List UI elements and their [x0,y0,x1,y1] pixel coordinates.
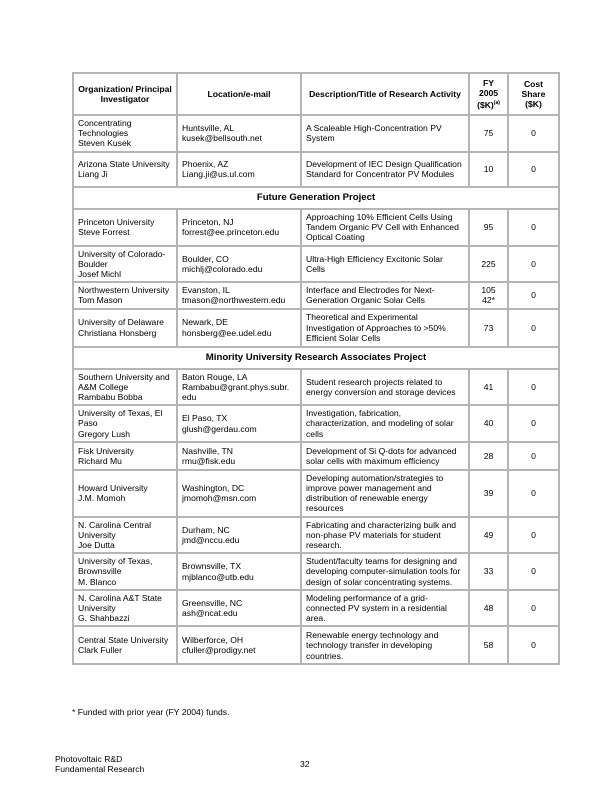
organization-line: Northwestern University [78,285,170,296]
organization-line: N. Carolina Central [78,519,152,530]
fy2005-line: 95 [483,222,494,232]
fy2005-line: 41 [483,381,494,392]
location-line: glush@gerdau.com [182,423,257,434]
organization-line: Concentrating [78,118,132,128]
location-cell [177,442,301,470]
table-row [73,553,559,590]
organization-line: Christiana Honsberg [78,327,157,338]
table-row [73,246,559,283]
location-line: rmu@fisk.edu [182,455,236,466]
organization-cell [73,590,177,627]
description-cell: Approaching 10% Efficient Cells Using Tandem Organic PV Cell with Enhanced Optical Coating [301,209,469,246]
location-line: cfuller@prodigy.net [182,645,256,656]
organization-cell [73,309,177,347]
location-line: mjblanco@utb.edu [182,571,254,582]
fy2005-cell [469,209,508,246]
description-cell: Fabricating and characterizing bulk and non-phase PV materials for student research. [301,517,469,554]
location-line: michlj@colorado.edu [182,263,263,274]
footer-line-1: Photovoltaic R&D [55,754,123,764]
location-line: Brownsville, TX [182,561,242,572]
organization-line: University of Delaware [78,317,164,328]
table-row [73,626,559,664]
header-location: Location/e-mail [177,73,301,115]
location-line: Wilberforce, OH [182,635,244,646]
location-line: Nashville, TN [182,445,233,456]
fy2005-cell [469,115,508,152]
organization-line: M. Blanco [78,576,117,587]
cost-share-cell: 0 [508,115,559,152]
description-cell: Student/faculty teams for designing and developing computer-simulation tools for design of solar concentrating systems. [301,553,469,590]
organization-cell [73,209,177,246]
organization-line: Clark Fuller [78,645,122,656]
location-cell [177,553,301,590]
fy2005-cell [469,517,508,554]
description-cell: Developing automation/strategies to improve power management and distribution of renewable energy resources [301,470,469,517]
organization-cell [73,553,177,590]
cost-share-cell: 0 [508,405,559,442]
organization-line: University [78,529,116,540]
organization-line: Technologies [78,128,129,139]
table-row [73,282,559,308]
organization-line: Paso [78,418,98,429]
fy2005-cell [469,152,508,187]
cost-share-cell: 0 [508,282,559,308]
location-line: El Paso, TX [182,413,228,424]
page-number: 32 [300,759,310,769]
fy2005-line: 58 [483,640,494,651]
organization-cell [73,115,177,152]
organization-line: Josef Michl [78,269,121,280]
organization-line: Steve Forrest [78,227,130,238]
description-cell: Development of IEC Design Qualification Standard for Concentrator PV Modules [301,152,469,187]
location-line: Newark, DE [182,317,228,328]
table-header-row [73,73,559,115]
description-cell: A Scaleable High-Concentration PV System [301,115,469,152]
cost-share-cell: 0 [508,626,559,664]
fy2005-cell [469,369,508,406]
fy2005-line: 39 [483,488,494,499]
location-line: Washington, DC [182,483,245,494]
location-line: Phoenix, AZ [182,158,229,169]
description-cell: Modeling performance of a grid-connected PV system in a residential area. [301,590,469,627]
section-row [73,187,559,209]
location-line: tmason@northwestern.edu [182,295,286,306]
fy2005-line: 10 [483,164,494,174]
location-cell [177,209,301,246]
cost-share-cell: 0 [508,152,559,187]
organization-cell [73,626,177,664]
location-line: forrest@ee.princeton.edu [182,227,280,238]
location-cell [177,309,301,347]
table-row [73,369,559,406]
location-line: Liang.ji@us.ul.com [182,169,255,180]
fy2005-cell [469,405,508,442]
fy2005-line: 105 [481,285,496,296]
fy2005-line: 75 [483,128,494,139]
fy2005-cell [469,590,508,627]
location-line: Baton Rouge, LA [182,371,248,382]
section-heading: Minority University Research Associates Project [73,347,559,369]
organization-line: University of Texas, El [78,408,163,419]
fy2005-line: 42* [482,295,495,306]
organization-line: Liang Ji [78,169,108,180]
fy2005-line: 28 [483,450,494,461]
organization-line: Brownsville [78,566,122,577]
fy2005-cell [469,282,508,308]
table-row [73,209,559,246]
cost-share-cell: 0 [508,309,559,347]
location-line: Huntsville, AL [182,123,235,134]
location-line: jmd@nccu.edu [182,534,240,545]
location-line: Durham, NC [182,524,230,535]
fy2005-line: 225 [481,258,496,269]
location-cell [177,590,301,627]
description-cell: Renewable energy technology and technology transfer in developing countries. [301,626,469,664]
location-line: ash@ncat.edu [182,608,238,619]
organization-cell [73,246,177,283]
location-cell [177,405,301,442]
fy2005-cell [469,309,508,347]
cost-share-cell: 0 [508,369,559,406]
fy2005-cell [469,626,508,664]
organization-line: Rambabu Bobba [78,392,143,403]
description-cell: Interface and Electrodes for Next-Generation Organic Solar Cells [301,282,469,308]
description-cell: Student research projects related to energy conversion and storage devices [301,369,469,406]
location-line: Rambabu@grant.phys.subr. [182,381,290,392]
location-cell [177,517,301,554]
organization-line: Princeton University [78,216,155,227]
organization-line: Tom Mason [78,295,123,306]
fy2005-line: 73 [483,322,494,333]
location-cell [177,115,301,152]
organization-line: A&M College [78,381,129,392]
fy2005-cell [469,442,508,470]
table-row [73,517,559,554]
table-row [73,470,559,517]
organization-line: Central State University [78,635,169,646]
organization-line: Richard Mu [78,455,122,466]
location-cell [177,246,301,283]
location-line: Evanston, IL [182,285,230,296]
organization-line: N. Carolina A&T State [78,592,162,603]
organization-line: Howard University [78,483,148,494]
table-row [73,590,559,627]
location-line: edu [182,392,197,403]
location-line: Greensville, NC [182,597,243,608]
section-heading: Future Generation Project [73,187,559,209]
description-cell: Theoretical and Experimental Investigation of Approaches to >50% Efficient Solar Cells [301,309,469,347]
cost-share-cell: 0 [508,246,559,283]
cost-share-cell: 0 [508,517,559,554]
organization-line: Joe Dutta [78,540,115,551]
organization-line: University of Texas, [78,556,153,567]
organization-cell [73,517,177,554]
organization-line: Steven Kusek [78,138,132,149]
section-row [73,347,559,369]
location-line: honsberg@ee.udel.edu [182,327,272,338]
location-line: Boulder, CO [182,253,229,264]
fy2005-cell [469,246,508,283]
location-cell [177,470,301,517]
organization-line: University [78,603,116,614]
organization-line: G. Shahbazzi [78,613,130,624]
location-cell [177,282,301,308]
footnote: * Funded with prior year (FY 2004) funds. [72,707,230,717]
organization-line: Fisk University [78,445,134,456]
cost-share-cell: 0 [508,590,559,627]
organization-cell [73,152,177,187]
fy2005-line: 40 [483,418,494,429]
fy2005-cell [469,470,508,517]
table-row [73,405,559,442]
location-cell [177,626,301,664]
fy2005-line: 48 [483,603,494,614]
organization-cell [73,405,177,442]
header-fy-label: FY 2005 ($K) [477,77,499,111]
research-projects-table [72,72,560,665]
cost-share-cell: 0 [508,553,559,590]
cost-share-cell: 0 [508,442,559,470]
organization-cell [73,442,177,470]
page-footer [55,754,144,774]
header-fy-sup: (a) [493,100,500,107]
header-description: Description/Title of Research Activity [301,73,469,115]
location-line: kusek@bellsouth.net [182,133,262,144]
header-organization: Organization/ Principal Investigator [73,73,177,115]
cost-share-cell: 0 [508,209,559,246]
organization-cell [73,470,177,517]
location-line: jmomoh@msn.com [182,493,257,504]
organization-line: University of Colorado- [78,248,166,259]
header-fy2005 [469,73,508,115]
organization-cell [73,282,177,308]
organization-cell [73,369,177,406]
fy2005-line: 33 [483,566,494,577]
table-row [73,115,559,152]
table-row [73,442,559,470]
footer-line-2: Fundamental Research [55,764,145,774]
organization-line: J.M. Momoh [78,493,126,504]
organization-line: Arizona State University [78,158,170,169]
fy2005-cell [469,553,508,590]
organization-line: Boulder [78,258,108,269]
organization-line: Gregory Lush [78,428,131,439]
header-cost-share: Cost Share ($K) [508,73,559,115]
fy2005-line: 49 [483,529,494,540]
cost-share-cell: 0 [508,470,559,517]
description-cell: Investigation, fabrication, characterization, and modeling of solar cells [301,405,469,442]
table-row [73,309,559,347]
description-cell: Development of Si Q-dots for advanced solar cells with maximum efficiency [301,442,469,470]
location-cell [177,152,301,187]
location-cell [177,369,301,406]
description-cell: Ultra-High Efficiency Excitonic Solar Cells [301,246,469,283]
table-row [73,152,559,187]
organization-line: Southern University and [78,371,170,382]
location-line: Princeton, NJ [182,216,234,227]
